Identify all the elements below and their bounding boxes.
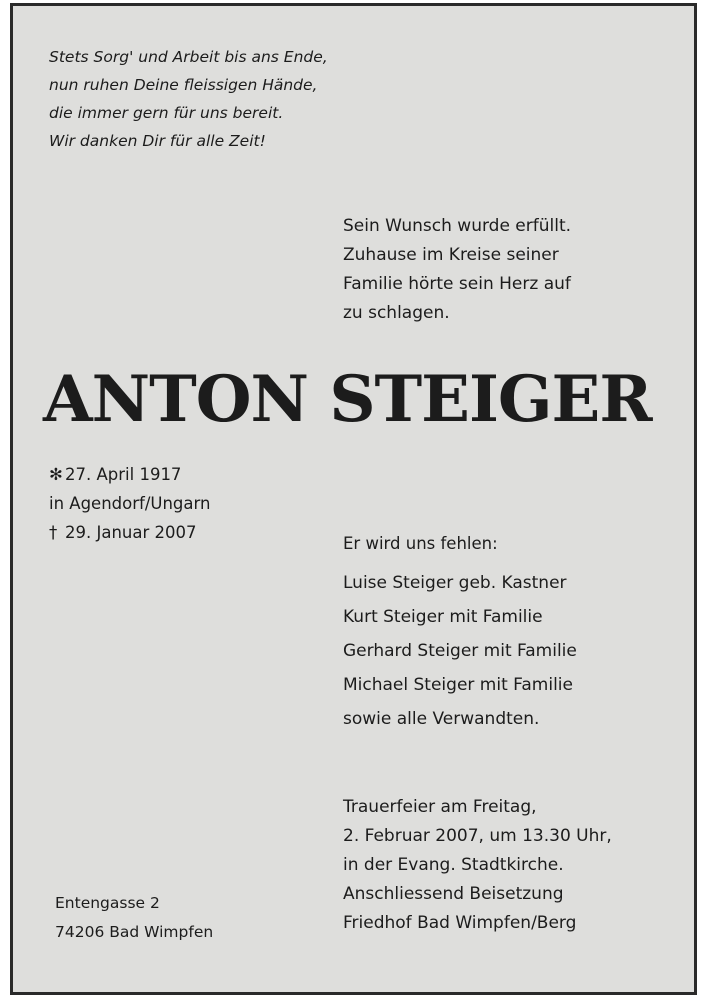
mourner-item: Luise Steiger geb. Kastner <box>343 573 567 593</box>
wish-line: Sein Wunsch wurde erfüllt. <box>343 216 572 236</box>
life-dates <box>49 460 210 547</box>
funeral-line: in der Evang. Stadtkirche. <box>343 855 564 875</box>
death-cross-icon: † <box>49 523 58 542</box>
mourners-list <box>343 566 577 736</box>
mourner-item: sowie alle Verwandten. <box>343 709 540 729</box>
wish-line: Zuhause im Kreise seiner <box>343 245 559 265</box>
mourners-heading: Er wird uns fehlen: <box>343 534 498 553</box>
address-street: Entengasse 2 <box>55 894 160 912</box>
poem-line: nun ruhen Deine fleissigen Hände, <box>49 76 318 94</box>
address-city: 74206 Bad Wimpfen <box>55 923 214 941</box>
death-line <box>49 518 210 547</box>
birth-place: in Agendorf/Ungarn <box>49 494 211 513</box>
funeral-details <box>343 793 612 938</box>
obituary-notice <box>10 3 697 995</box>
birth-date: 27. April 1917 <box>65 465 182 484</box>
poem-line: Wir danken Dir für alle Zeit! <box>49 132 266 150</box>
wish-line: zu schlagen. <box>343 303 450 323</box>
mourner-item: Michael Steiger mit Familie <box>343 675 573 695</box>
birth-line <box>49 460 210 489</box>
funeral-line: Anschliessend Beisetzung <box>343 884 564 904</box>
mourner-item: Kurt Steiger mit Familie <box>343 607 543 627</box>
mourner-item: Gerhard Steiger mit Familie <box>343 641 577 661</box>
memorial-poem <box>49 43 328 155</box>
family-address <box>55 889 213 947</box>
funeral-line: Trauerfeier am Freitag, <box>343 797 537 817</box>
deceased-name: ANTON STEIGER <box>43 362 652 437</box>
funeral-line: 2. Februar 2007, um 13.30 Uhr, <box>343 826 612 846</box>
poem-line: Stets Sorg' und Arbeit bis ans Ende, <box>49 48 328 66</box>
wish-line: Familie hörte sein Herz auf <box>343 274 571 294</box>
funeral-line: Friedhof Bad Wimpfen/Berg <box>343 913 577 933</box>
poem-line: die immer gern für uns bereit. <box>49 104 284 122</box>
death-date: 29. Januar 2007 <box>65 523 197 542</box>
wish-fulfilled-text <box>343 212 571 328</box>
birth-star-icon: ✻ <box>49 465 63 484</box>
